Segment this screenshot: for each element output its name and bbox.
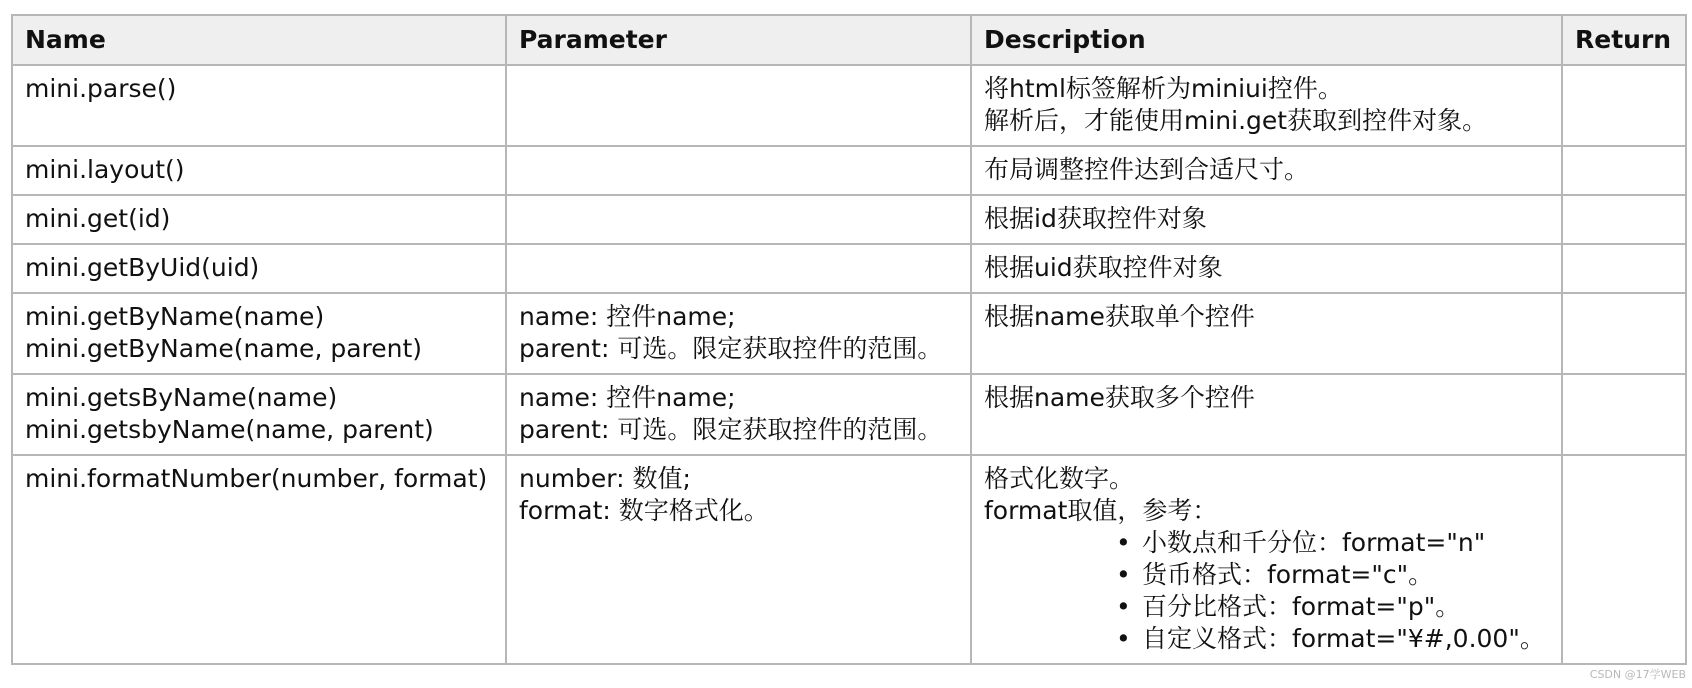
description-line: 将html标签解析为miniui控件。 <box>984 74 1343 103</box>
cell-description <box>971 455 1562 664</box>
method-name: mini.getByUid(uid) <box>25 253 260 282</box>
description-line: 解析后，才能使用mini.get获取到控件对象。 <box>984 106 1488 135</box>
parameter-line: parent: 可选。限定获取控件的范围。 <box>519 334 943 363</box>
cell-parameter <box>506 146 971 195</box>
cell-return <box>1562 65 1686 146</box>
method-name: mini.layout() <box>25 155 185 184</box>
cell-return <box>1562 146 1686 195</box>
cell-name <box>12 374 506 455</box>
cell-parameter <box>506 374 971 455</box>
cell-name <box>12 195 506 244</box>
cell-description <box>971 244 1562 293</box>
list-item <box>1116 591 1549 623</box>
method-name: mini.getsbyName(name, parent) <box>25 415 434 444</box>
table-row <box>12 244 1686 293</box>
list-item-text: 百分比格式：format="p"。 <box>1142 592 1461 621</box>
cell-description <box>971 146 1562 195</box>
header-return: Return <box>1562 15 1686 65</box>
cell-parameter <box>506 244 971 293</box>
bullet-icon: • <box>1116 560 1131 589</box>
cell-description <box>971 195 1562 244</box>
cell-description <box>971 293 1562 374</box>
table-row <box>12 455 1686 664</box>
list-item-text: 自定义格式：format="¥#,0.00"。 <box>1142 624 1545 653</box>
cell-name <box>12 293 506 374</box>
method-name: mini.get(id) <box>25 204 171 233</box>
cell-return <box>1562 374 1686 455</box>
cell-description <box>971 65 1562 146</box>
table-row <box>12 374 1686 455</box>
header-row <box>12 15 1686 65</box>
cell-parameter <box>506 293 971 374</box>
table-row <box>12 146 1686 195</box>
header-name: Name <box>12 15 506 65</box>
cell-name <box>12 65 506 146</box>
parameter-line: parent: 可选。限定获取控件的范围。 <box>519 415 943 444</box>
list-item-text: 小数点和千分位：format="n" <box>1142 528 1486 557</box>
method-name: mini.parse() <box>25 74 177 103</box>
method-name: mini.getsByName(name) <box>25 383 338 412</box>
description-line: 格式化数字。 <box>984 464 1135 493</box>
cell-return <box>1562 244 1686 293</box>
cell-parameter <box>506 65 971 146</box>
bullet-icon: • <box>1116 528 1131 557</box>
description-line: format取值，参考： <box>984 496 1218 525</box>
table-row <box>12 195 1686 244</box>
list-item <box>1116 623 1549 655</box>
list-item <box>1116 527 1549 559</box>
header-parameter: Parameter <box>506 15 971 65</box>
description-line: 根据id获取控件对象 <box>984 204 1207 233</box>
table-row <box>12 293 1686 374</box>
parameter-line: name: 控件name; <box>519 383 736 412</box>
description-line: 根据name获取多个控件 <box>984 383 1255 412</box>
list-item-text: 货币格式：format="c"。 <box>1142 560 1434 589</box>
parameter-line: number: 数值; <box>519 464 691 493</box>
description-line: 根据name获取单个控件 <box>984 302 1255 331</box>
format-list <box>984 527 1549 655</box>
description-line: 布局调整控件达到合适尺寸。 <box>984 155 1310 184</box>
api-table <box>11 14 1687 665</box>
method-name: mini.getByName(name, parent) <box>25 334 423 363</box>
description-line: 根据uid获取控件对象 <box>984 253 1223 282</box>
watermark: CSDN @17学WEB <box>1589 668 1686 681</box>
parameter-line: name: 控件name; <box>519 302 736 331</box>
cell-parameter <box>506 195 971 244</box>
table-row <box>12 65 1686 146</box>
cell-parameter <box>506 455 971 664</box>
method-name: mini.getByName(name) <box>25 302 325 331</box>
parameter-line: format: 数字格式化。 <box>519 496 769 525</box>
list-item <box>1116 559 1549 591</box>
cell-return <box>1562 293 1686 374</box>
cell-name <box>12 455 506 664</box>
bullet-icon: • <box>1116 624 1131 653</box>
cell-name <box>12 146 506 195</box>
cell-name <box>12 244 506 293</box>
cell-return <box>1562 195 1686 244</box>
cell-description <box>971 374 1562 455</box>
method-name: mini.formatNumber(number, format) <box>25 464 488 493</box>
cell-return <box>1562 455 1686 664</box>
bullet-icon: • <box>1116 592 1131 621</box>
header-description: Description <box>971 15 1562 65</box>
